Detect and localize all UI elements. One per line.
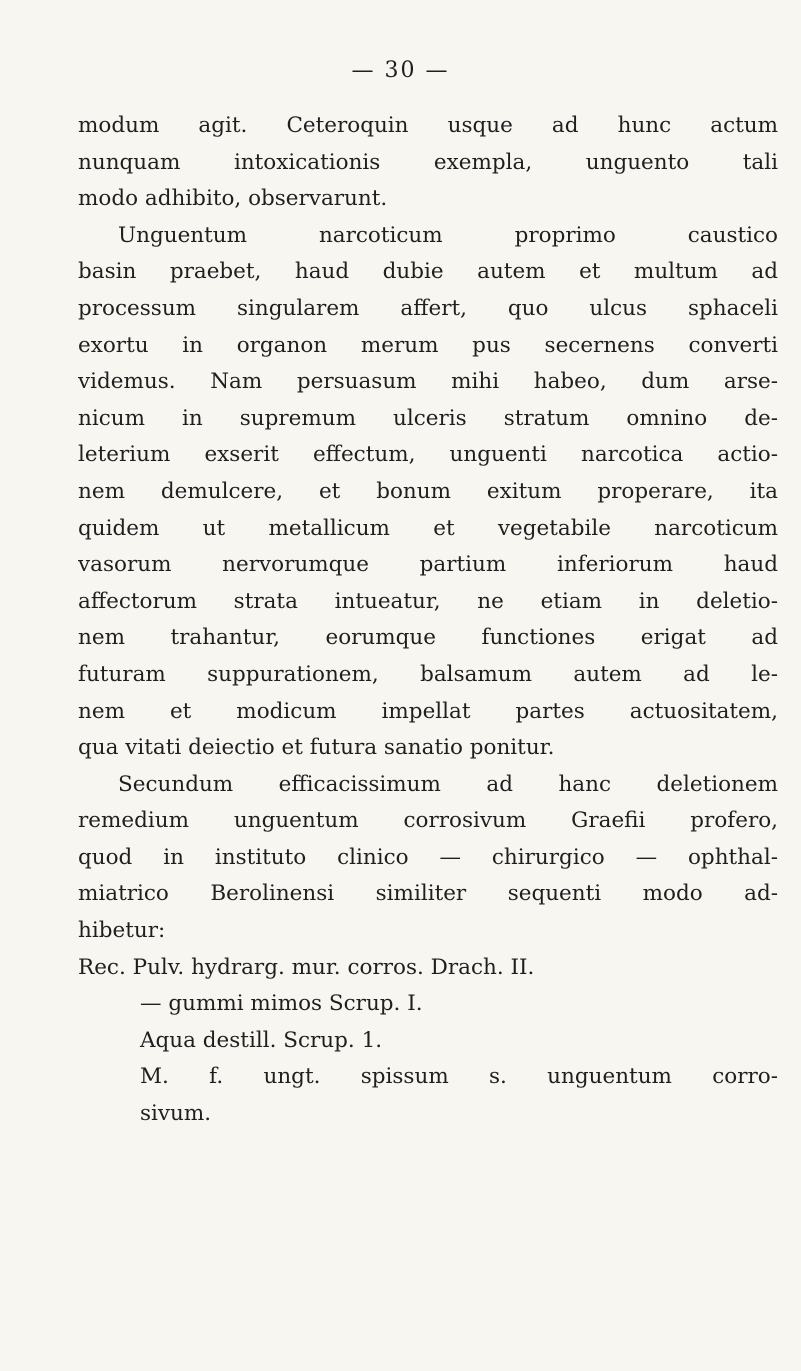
text-line: Unguentum narcoticum proprimo caustico [118, 222, 778, 248]
text-line: exortu in organon merum pus secernens converti [78, 332, 778, 358]
text-line: Aqua destill. Scrup. 1. [140, 1027, 383, 1053]
text-line: modo adhibito, observarunt. [78, 186, 388, 212]
text-line: vasorum nervorumque partium inferiorum haud [78, 552, 778, 578]
text-line: qua vitati deiectio et futura sanatio ponitur. [78, 735, 555, 761]
text-line: nicum in supremum ulceris stratum omnino de- [78, 405, 778, 431]
text-line: Rec. Pulv. hydrarg. mur. corros. Drach. II. [78, 954, 535, 980]
body-text [78, 108, 778, 1133]
text-line: nem demulcere, et bonum exitum properare, ita [78, 478, 778, 504]
text-line: Secundum efficacissimum ad hanc deletionem [118, 771, 778, 797]
text-line: nunquam intoxicationis exempla, unguento tali [78, 149, 778, 175]
text-line: sivum. [140, 1101, 212, 1127]
text-line: modum agit. Ceteroquin usque ad hunc actum [78, 113, 778, 138]
text-line: processum singularem affert, quo ulcus sphaceli [78, 295, 778, 321]
text-line: affectorum strata intueatur, ne etiam in deletio- [78, 588, 778, 614]
text-line: quod in instituto clinico — chirurgico — ophthal- [78, 844, 778, 870]
text-line: — gummi mimos Scrup. I. [140, 991, 423, 1017]
text-line: basin praebet, haud dubie autem et multum ad [78, 259, 778, 285]
text-line: leterium exserit effectum, unguenti narcotica actio- [78, 442, 778, 468]
text-line: videmus. Nam persuasum mihi habeo, dum arse- [78, 369, 778, 395]
text-line: futuram suppurationem, balsamum autem ad le- [78, 661, 778, 687]
text-line: hibetur: [78, 918, 166, 944]
text-line: M. f. ungt. spissum s. unguentum corro- [140, 1064, 778, 1090]
text-line: quidem ut metallicum et vegetabile narcoticum [78, 515, 778, 541]
text-line: remedium unguentum corrosivum Graefii profero, [78, 808, 778, 834]
page-number: — 30 — [351, 58, 450, 83]
text-line: nem trahantur, eorumque functiones erigat ad [78, 625, 778, 651]
text-line: miatrico Berolinensi similiter sequenti modo ad- [78, 881, 778, 907]
text-line: nem et modicum impellat partes actuositatem, [78, 698, 778, 724]
